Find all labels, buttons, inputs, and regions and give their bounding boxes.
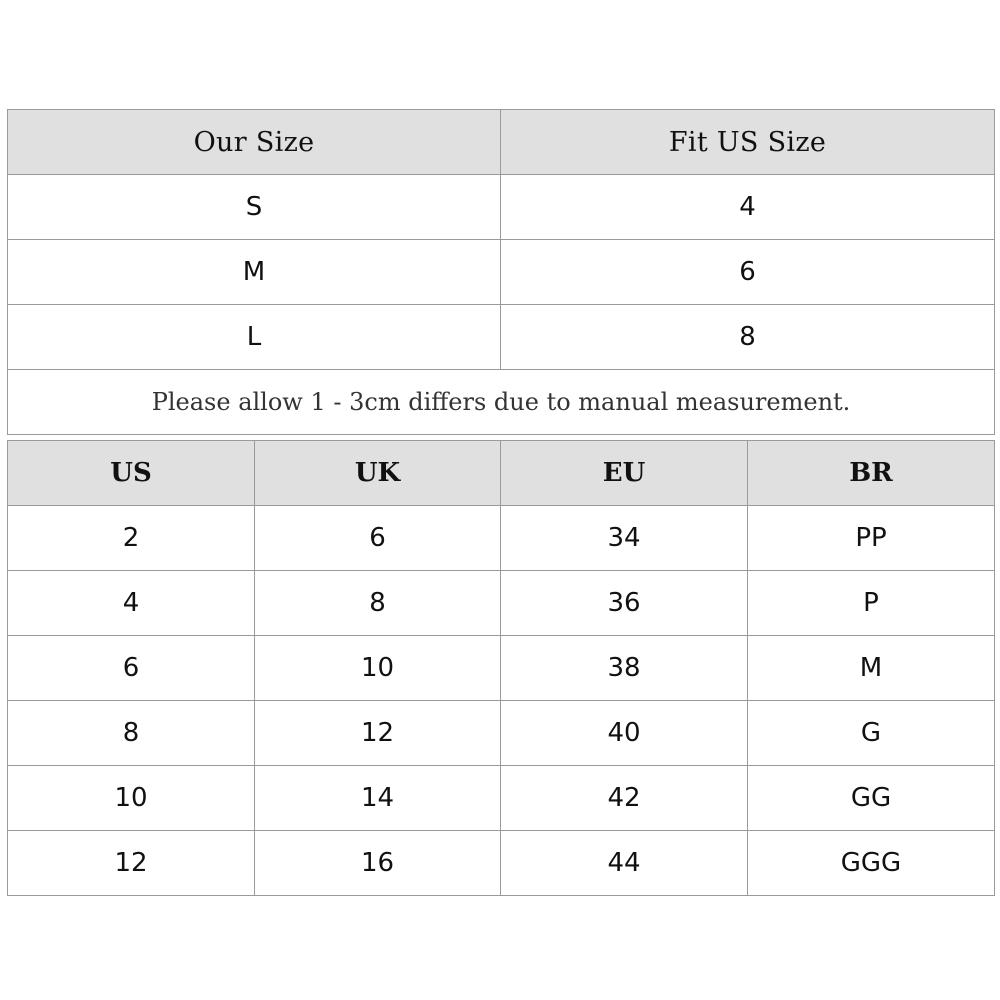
table-row [8,636,995,701]
header-fit-us-size: Fit US Size [501,110,995,175]
our-size-cell: L [8,305,501,370]
eu-size-cell: 40 [501,701,748,766]
fit-us-size-cell: 6 [501,240,995,305]
br-size-cell: M [748,636,995,701]
header-our-size: Our Size [8,110,501,175]
fit-us-size-cell: 8 [501,305,995,370]
note-row [8,370,995,435]
table-row [8,240,995,305]
us-size-cell: 4 [8,571,255,636]
measurement-note: Please allow 1 - 3cm differs due to manual measurement. [8,370,995,435]
header-us: US [8,441,255,506]
fit-table-header-row [8,110,995,175]
table-row [8,766,995,831]
table-row [8,175,995,240]
eu-size-cell: 36 [501,571,748,636]
br-size-cell: GG [748,766,995,831]
br-size-cell: G [748,701,995,766]
header-uk: UK [255,441,501,506]
uk-size-cell: 8 [255,571,501,636]
eu-size-cell: 38 [501,636,748,701]
us-size-cell: 10 [8,766,255,831]
eu-size-cell: 44 [501,831,748,896]
table-row [8,506,995,571]
fit-us-size-cell: 4 [501,175,995,240]
table-row [8,305,995,370]
eu-size-cell: 42 [501,766,748,831]
uk-size-cell: 12 [255,701,501,766]
br-size-cell: P [748,571,995,636]
us-size-cell: 2 [8,506,255,571]
uk-size-cell: 14 [255,766,501,831]
size-conversion-table [7,440,995,896]
our-size-cell: S [8,175,501,240]
size-fit-table [7,109,995,435]
header-br: BR [748,441,995,506]
uk-size-cell: 6 [255,506,501,571]
us-size-cell: 8 [8,701,255,766]
eu-size-cell: 34 [501,506,748,571]
table-row [8,701,995,766]
table-row [8,571,995,636]
our-size-cell: M [8,240,501,305]
uk-size-cell: 16 [255,831,501,896]
br-size-cell: PP [748,506,995,571]
br-size-cell: GGG [748,831,995,896]
conversion-table-header-row [8,441,995,506]
us-size-cell: 12 [8,831,255,896]
table-row [8,831,995,896]
header-eu: EU [501,441,748,506]
us-size-cell: 6 [8,636,255,701]
uk-size-cell: 10 [255,636,501,701]
